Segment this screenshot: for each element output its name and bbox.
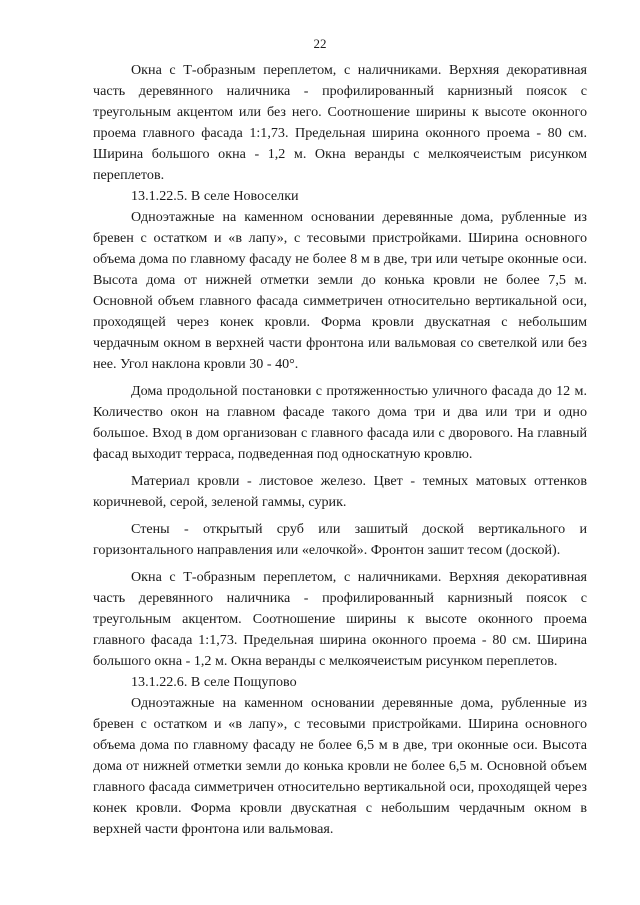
paragraph-windows-intro: Окна с Т-образным переплетом, с наличниками. Верхняя декоративная часть деревянного наличника - профилированный карнизный поясок с треугольным акцентом или без него. Соотношение ширины к высоте оконного проема главного фасада 1:1,73. Предельная ширина оконного проема - 80 см. Ширина большого окна - 1,2 м. Окна веранды с мелкоячеистым рисунком переплетов. — [93, 62, 587, 183]
page-number: 22 — [313, 36, 327, 51]
paragraph-roof-material: Материал кровли - листовое железо. Цвет - темных матовых оттенков коричневой, серой, зеленой гаммы, сурик. — [93, 473, 587, 510]
paragraph-windows-novoselki: Окна с Т-образным переплетом, с наличниками. Верхняя декоративная часть деревянного наличника - профилированный карнизный поясок с треугольным акцентом. Соотношение ширины к высоте оконного проема главного фасада 1:1,73. Предельная ширина оконного проема - 80 см. Ширина большого окна - 1,2 м. Окна веранды с мелкоячеистым рисунком переплетов. — [93, 569, 587, 669]
document-body — [93, 60, 587, 840]
paragraph-novoselki-houses: Одноэтажные на каменном основании деревянные дома, рубленные из бревен с остатком и «в лапу», с тесовыми пристройками. Ширина основного объема дома по главному фасаду не более 8 м в две, три или четыре оконные оси. Высота дома от нижней отметки земли до конька кровли не более 7,5 м. Основной объем главного фасада симметричен относительно вертикальной оси, проходящей через конек кровли. Форма кровли двускатная с небольшим чердачным окном в верхней части фронтона или вальмовая со светелкой или без нее. Угол наклона кровли 30 - 40°. — [93, 209, 587, 372]
section-heading-poshchupovo: 13.1.22.6. В селе Пощупово — [131, 674, 297, 690]
paragraph-walls: Стены - открытый сруб или зашитый доской вертикального и горизонтального направления или «елочкой». Фронтон зашит тесом (доской). — [93, 521, 587, 558]
paragraph-longitudinal-houses: Дома продольной постановки с протяженностью уличного фасада до 12 м. Количество окон на главном фасаде такого дома три и два или три и одно большое. Вход в дом организован с главного фасада или с дворового. На главный фасад выходит терраса, подведенная под односкатную кровлю. — [93, 383, 587, 462]
section-heading-novoselki: 13.1.22.5. В селе Новоселки — [131, 188, 299, 204]
paragraph-poshchupovo-houses: Одноэтажные на каменном основании деревянные дома, рубленные из бревен с остатком и «в лапу», с тесовыми пристройками. Ширина основного объема дома по главному фасаду не более 6,5 м в две, три оконные оси. Высота дома от нижней отметки земли до конька кровли не более 6,5 м. Основной объем главного фасада симметричен относительно вертикальной оси, проходящей через конек кровли. Форма кровли двускатная с небольшим чердачным окном в верхней части фронтона или вальмовая. — [93, 695, 587, 837]
